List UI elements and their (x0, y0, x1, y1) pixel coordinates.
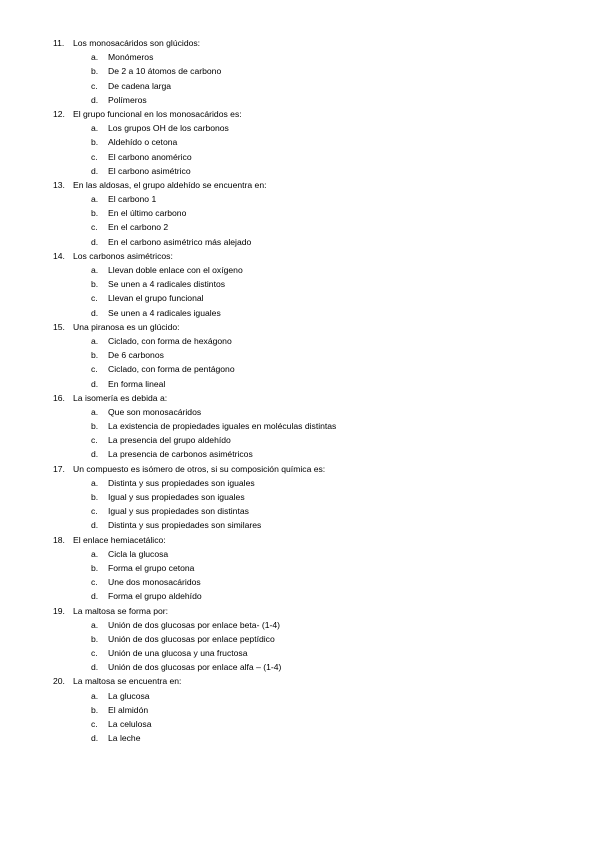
option-text: De cadena larga (108, 80, 172, 91)
answer-option (0, 64, 599, 78)
option-text: Distinta y sus propiedades son iguales (108, 477, 255, 488)
question-text: El grupo funcional en los monosacáridos es: (73, 108, 242, 119)
option-letter: b. (91, 350, 99, 361)
option-letter: d. (91, 94, 99, 105)
option-text: Se unen a 4 radicales distintos (108, 279, 226, 290)
question-text: Un compuesto es isómero de otros, si su composición química es: (73, 463, 326, 474)
question-number: 13. (53, 179, 65, 190)
question-text: La maltosa se forma por: (73, 605, 169, 616)
question-number: 19. (53, 605, 65, 616)
option-text: Distinta y sus propiedades son similares (108, 520, 262, 531)
answer-option (0, 433, 599, 447)
answer-option (0, 50, 599, 64)
question-number: 15. (53, 321, 65, 332)
option-letter: b. (91, 562, 99, 573)
option-letter: b. (91, 208, 99, 219)
option-letter: b. (91, 421, 99, 432)
option-letter: a. (91, 194, 99, 205)
option-letter: a. (91, 477, 99, 488)
answer-option (0, 348, 599, 362)
option-text: El carbono asimétrico (108, 165, 191, 176)
option-text: El almidón (108, 704, 149, 715)
option-text: Ciclado, con forma de pentágono (108, 364, 235, 375)
question-text: La isomería es debida a: (73, 392, 168, 403)
option-text: Unión de una glucosa y una fructosa (108, 648, 248, 659)
option-letter: a. (91, 406, 99, 417)
option-letter: c. (91, 151, 98, 162)
question-stem (0, 107, 599, 121)
option-text: Ciclado, con forma de hexágono (108, 335, 232, 346)
option-letter: d. (91, 591, 99, 602)
option-letter: b. (91, 66, 99, 77)
question-stem (0, 36, 599, 50)
answer-option (0, 504, 599, 518)
option-letter: c. (91, 222, 98, 233)
answer-option (0, 334, 599, 348)
question-stem (0, 604, 599, 618)
option-text: Unión de dos glucosas por enlace beta- (1-4) (108, 619, 280, 630)
option-text: El carbono 1 (108, 194, 157, 205)
question-number: 12. (53, 108, 65, 119)
question-text: Los monosacáridos son glúcidos: (73, 38, 201, 48)
option-letter: d. (91, 449, 99, 460)
option-letter: d. (91, 236, 99, 247)
option-text: Llevan el grupo funcional (108, 293, 204, 304)
question-number: 20. (53, 676, 65, 687)
answer-option (0, 419, 599, 433)
option-text: En el carbono asimétrico más alejado (108, 236, 252, 247)
question-number: 16. (53, 392, 65, 403)
question-stem (0, 178, 599, 192)
question-stem (0, 249, 599, 263)
option-text: Igual y sus propiedades son distintas (108, 506, 249, 517)
question-19 (0, 604, 599, 675)
option-text: De 2 a 10 átomos de carbono (108, 66, 222, 77)
option-text: Unión de dos glucosas por enlace alfa – (1-4) (108, 662, 282, 673)
question-14 (0, 249, 599, 320)
option-letter: c. (91, 364, 98, 375)
option-letter: d. (91, 378, 99, 389)
answer-option (0, 447, 599, 461)
option-letter: a. (91, 52, 99, 63)
question-stem (0, 674, 599, 688)
option-letter: c. (91, 80, 98, 91)
answer-option (0, 646, 599, 660)
answer-option (0, 263, 599, 277)
question-text: Una piranosa es un glúcido: (73, 321, 180, 332)
option-text: La leche (108, 733, 141, 744)
answer-option (0, 291, 599, 305)
answer-option (0, 192, 599, 206)
answer-option (0, 618, 599, 632)
answer-option (0, 362, 599, 376)
option-letter: a. (91, 548, 99, 559)
option-text: En el carbono 2 (108, 222, 169, 233)
question-12 (0, 107, 599, 178)
question-11 (0, 36, 599, 107)
answer-option (0, 575, 599, 589)
option-text: De 6 carbonos (108, 350, 164, 361)
question-16 (0, 391, 599, 462)
option-letter: d. (91, 520, 99, 531)
answer-option (0, 220, 599, 234)
option-letter: a. (91, 123, 99, 134)
answer-option (0, 277, 599, 291)
option-text: En el último carbono (108, 208, 187, 219)
option-letter: a. (91, 690, 99, 701)
option-letter: b. (91, 137, 99, 148)
answer-option (0, 561, 599, 575)
question-20 (0, 674, 599, 745)
option-letter: c. (91, 577, 98, 588)
option-text: La presencia del grupo aldehído (108, 435, 231, 446)
question-18 (0, 533, 599, 604)
option-letter: c. (91, 719, 98, 729)
option-letter: b. (91, 492, 99, 502)
answer-option (0, 632, 599, 646)
answer-option (0, 717, 599, 731)
answer-option (0, 689, 599, 703)
question-15 (0, 320, 599, 391)
answer-option (0, 405, 599, 419)
question-stem (0, 462, 599, 476)
option-text: Igual y sus propiedades son iguales (108, 492, 245, 502)
option-text: Se unen a 4 radicales iguales (108, 307, 221, 318)
option-letter: c. (91, 293, 98, 304)
option-letter: d. (91, 662, 99, 673)
question-number: 18. (53, 534, 65, 545)
question-number: 14. (53, 250, 65, 261)
option-letter: a. (91, 335, 99, 346)
option-letter: b. (91, 704, 99, 715)
question-13 (0, 178, 599, 249)
answer-option (0, 150, 599, 164)
option-text: La celulosa (108, 719, 152, 729)
answer-option (0, 377, 599, 391)
answer-option (0, 490, 599, 504)
answer-option (0, 235, 599, 249)
question-number: 17. (53, 463, 65, 474)
option-text: Polímeros (108, 94, 147, 105)
option-text: Monómeros (108, 52, 154, 63)
option-letter: d. (91, 165, 99, 176)
option-text: Aldehído o cetona (108, 137, 178, 148)
question-stem (0, 533, 599, 547)
option-text: Forma el grupo aldehído (108, 591, 202, 602)
answer-option (0, 518, 599, 532)
answer-option (0, 79, 599, 93)
option-text: Llevan doble enlace con el oxígeno (108, 265, 243, 275)
answer-option (0, 731, 599, 745)
question-text: Los carbonos asimétricos: (73, 250, 173, 261)
question-text: El enlace hemiacetálico: (73, 534, 166, 545)
answer-option (0, 547, 599, 561)
option-letter: a. (91, 619, 99, 630)
option-letter: a. (91, 265, 99, 275)
answer-option (0, 306, 599, 320)
option-text: Que son monosacáridos (108, 406, 202, 417)
answer-option (0, 589, 599, 603)
answer-option (0, 703, 599, 717)
answer-option (0, 93, 599, 107)
question-list (0, 36, 599, 745)
answer-option (0, 476, 599, 490)
option-letter: b. (91, 633, 99, 644)
question-17 (0, 462, 599, 533)
option-text: La glucosa (108, 690, 150, 701)
option-text: La presencia de carbonos asimétricos (108, 449, 253, 460)
question-number: 11. (53, 38, 65, 48)
answer-option (0, 660, 599, 674)
question-stem (0, 391, 599, 405)
option-text: Cicla la glucosa (108, 548, 169, 559)
question-stem (0, 320, 599, 334)
option-letter: c. (91, 648, 98, 659)
answer-option (0, 121, 599, 135)
option-letter: d. (91, 307, 99, 318)
option-text: Une dos monosacáridos (108, 577, 201, 588)
option-text: Forma el grupo cetona (108, 562, 195, 573)
option-text: Los grupos OH de los carbonos (108, 123, 229, 134)
option-letter: c. (91, 506, 98, 517)
option-letter: c. (91, 435, 98, 446)
option-letter: b. (91, 279, 99, 290)
answer-option (0, 206, 599, 220)
answer-option (0, 135, 599, 149)
option-text: El carbono anomérico (108, 151, 192, 162)
option-letter: d. (91, 733, 99, 744)
option-text: La existencia de propiedades iguales en moléculas distintas (108, 421, 337, 432)
question-text: En las aldosas, el grupo aldehído se encuentra en: (73, 179, 267, 190)
option-text: Unión de dos glucosas por enlace peptídico (108, 633, 275, 644)
option-text: En forma lineal (108, 378, 166, 389)
answer-option (0, 164, 599, 178)
question-text: La maltosa se encuentra en: (73, 676, 182, 687)
